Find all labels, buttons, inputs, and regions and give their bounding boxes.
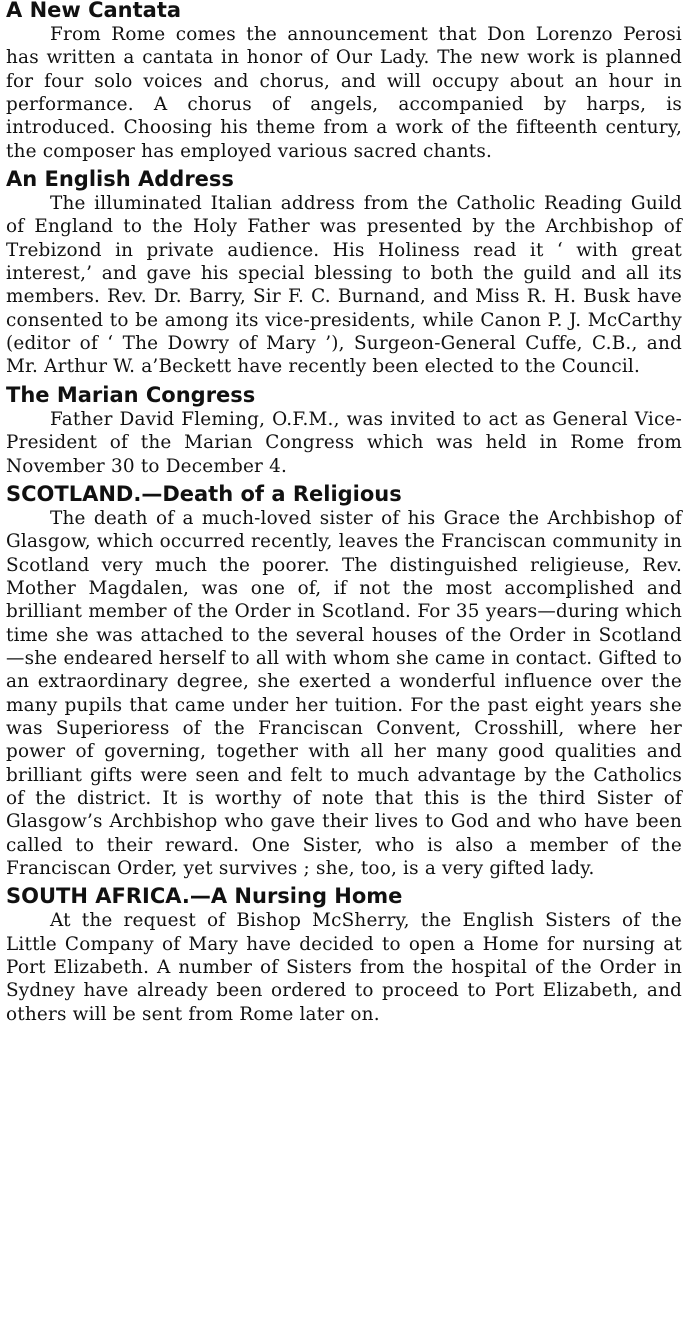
article-body: The death of a much-loved sister of his Grace the Archbishop of Glasgow, which occurred recently, leaves the Franciscan community in Scotland very much the poorer. The distinguished religieuse, Rev. Mother Magdalen, was one of, if not the most accomplished and brilliant member of the Order in Scotland. For 35 years—during which time she was attached to the several houses of the Order in Scotland—she endeared herself to all with whom she came in contact. Gifted to an extraordinary degree, she exerted a wonderful influence over the many pupils that came under her tuition. For the past eight years she was Superioress of the Franciscan Convent, Crosshill, where her power of governing, together with all her many good qualities and brilliant gifts were seen and felt to much advantage by the Catholics of the district. It is worthy of note that this is the third Sister of Glasgow’s Archbishop who gave their lives to God and who have been called to their reward. One Sister, who is also a member of the Franciscan Order, yet survives ; she, too, is a very gifted lady. bbox=[6, 507, 682, 879]
article-body: Father David Fleming, O.F.M., was invited to act as General Vice-President of the Marian Congress which was held in Rome from November 30 to December 4. bbox=[6, 408, 682, 477]
article-heading: SCOTLAND.—Death of a Religious bbox=[6, 481, 402, 506]
article-heading: The Marian Congress bbox=[6, 382, 256, 407]
article-scotland-death bbox=[4, 481, 682, 881]
article-body: At the request of Bishop McSherry, the English Sisters of the Little Company of Mary have decided to open a Home for nursing at Port Elizabeth. A number of Sisters from the hospital of the Order in Sydney have already been ordered to proceed to Port Elizabeth, and others will be sent from Rome later on. bbox=[6, 910, 682, 1025]
article-heading: SOUTH AFRICA.—A Nursing Home bbox=[6, 884, 403, 909]
article-body: From Rome comes the announcement that Don Lorenzo Perosi has written a cantata in honor of Our Lady. The new work is planned for four solo voices and chorus, and will occupy about an hour in performance. A chorus of angels, accompanied by harps, is introduced. Choosing his theme from a work of the fifteenth century, the composer has employed various sacred chants. bbox=[6, 24, 682, 162]
article-new-cantata bbox=[4, 0, 682, 163]
article-south-africa-nursing-home bbox=[4, 883, 682, 1026]
article-heading: A New Cantata bbox=[6, 0, 182, 22]
article-heading: An English Address bbox=[6, 167, 234, 192]
article-body: The illuminated Italian address from the Catholic Reading Guild of England to the Holy Father was presented by the Archbishop of Trebizond in private audience. His Holiness read it ‘ with great interest,’ and gave his special blessing to both the guild and all its members. Rev. Dr. Barry, Sir F. C. Burnand, and Miss R. H. Busk have consented to be among its vice-presidents, while Canon P. J. McCarthy (editor of ‘ The Dowry of Mary ’), Surgeon-General Cuffe, C.B., and Mr. Arthur W. a’Beckett have recently been elected to the Council. bbox=[6, 193, 682, 378]
article-english-address bbox=[4, 166, 682, 379]
article-marian-congress bbox=[4, 382, 682, 478]
